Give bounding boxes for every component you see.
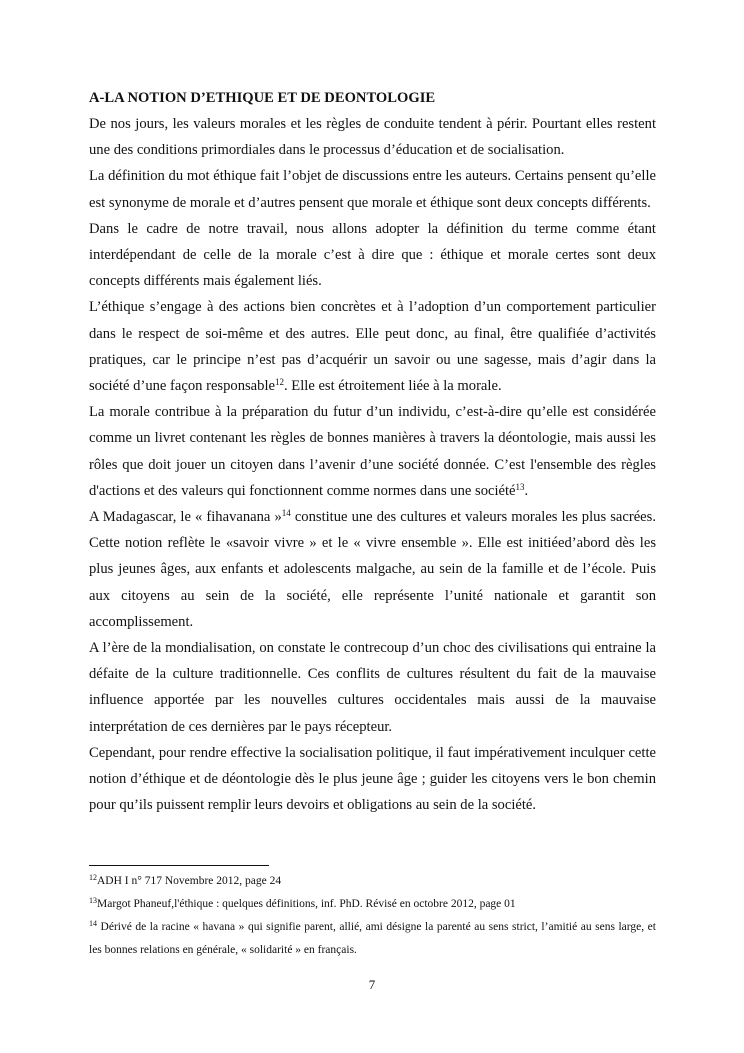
footnotes (89, 870, 656, 962)
paragraph-5 (89, 399, 656, 504)
footnote-13 (89, 893, 656, 916)
paragraph-6-text-end: constitue une des cultures et valeurs morales les plus sacrées. Cette notion reflète le «savoir vivre » et le « vivre ensemble ». Elle est initiéed’abord dès les plus jeunes âges, aux enfants et adolescents malgache, au sein de la famille et de l’école. Puis aux citoyens au sein de la société, elle représente l’unité nationale et garantit son accomplissement. (89, 509, 656, 630)
paragraph-4-text: L’éthique s’engage à des actions bien concrètes et à l’adoption d’un comportement particulier dans le respect de soi-même et des autres. Elle peut donc, au final, être qualifiée d’activités pratiques, car le principe n’est pas d’acquérir un savoir ou une sagesse, mais d’agir dans la société d’une façon responsable (89, 299, 656, 395)
footnote-number-14: 14 (89, 919, 97, 928)
footnote-text-13: Margot Phaneuf,l'éthique : quelques définitions, inf. PhD. Révisé en octobre 2012, page 01 (97, 898, 516, 910)
footnote-number-12: 12 (89, 873, 97, 882)
paragraph-6 (89, 504, 656, 635)
page-body (89, 85, 656, 818)
footnote-separator (89, 865, 269, 866)
section-heading: A-LA NOTION D’ETHIQUE ET DE DEONTOLOGIE (89, 90, 436, 106)
paragraph-6-text: A Madagascar, le « fihavanana » (89, 509, 282, 526)
paragraph-4 (89, 294, 656, 399)
paragraph-5-text: La morale contribue à la préparation du futur d’un individu, c’est-à-dire qu’elle est considérée comme un livret contenant les règles de bonnes manières à travers la déontologie, mais aussi les rôles que doit jouer un citoyen dans l’avenir d’une société donnée. C’est l'ensemble des règles d'actions et des valeurs qui fonctionnent comme normes dans une société (89, 404, 656, 499)
page-number: 7 (368, 977, 376, 992)
paragraph-5-text-end: . (524, 482, 529, 499)
footnote-text-12: ADH I n° 717 Novembre 2012, page 24 (97, 875, 282, 887)
paragraph-7: A l’ère de la mondialisation, on constate le contrecoup d’un choc des civilisations qui entraine la défaite de la culture traditionnelle. Ces conflits de cultures résultent du fait de la mauvaise influence apportée par les nouvelles cultures occidentales mais aussi de la mauvaise interprétation de ces dernières par le pays récepteur. (89, 640, 656, 735)
paragraph-3: Dans le cadre de notre travail, nous allons adopter la définition du terme comme étant interdépendant de celle de la morale c’est à dire que : éthique et morale certes sont deux concepts différents mais également liés. (89, 220, 656, 290)
paragraph-4-text-end: . Elle est étroitement liée à la morale. (284, 378, 502, 395)
footnote-ref-14[interactable]: 14 (281, 508, 291, 519)
footnote-text-14: Dérivé de la racine « havana » qui signifie parent, allié, ami désigne la parenté au sens strict, l’amitié au sens large, et les bonnes relations en générale, « solidarité » en français. (89, 921, 656, 956)
paragraph-1: De nos jours, les valeurs morales et les règles de conduite tendent à périr. Pourtant elles restent une des conditions primordiales dans le processus d’éducation et de socialisation. (89, 116, 656, 159)
footnote-ref-13[interactable]: 13 (515, 481, 525, 492)
paragraph-2: La définition du mot éthique fait l’objet de discussions entre les auteurs. Certains pensent qu’elle est synonyme de morale et d’autres pensent que morale et éthique sont deux concepts différents. (89, 168, 656, 211)
footnote-ref-12[interactable]: 12 (275, 377, 284, 388)
footnote-12 (89, 870, 656, 893)
footnote-14 (89, 916, 656, 962)
footnote-number-13: 13 (89, 896, 97, 905)
paragraph-8: Cependant, pour rendre effective la socialisation politique, il faut impérativement inculquer cette notion d’éthique et de déontologie dès le plus jeune âge ; guider les citoyens vers le bon chemin pour qu’ils puissent remplir leurs devoirs et obligations au sein de la société. (89, 744, 656, 814)
